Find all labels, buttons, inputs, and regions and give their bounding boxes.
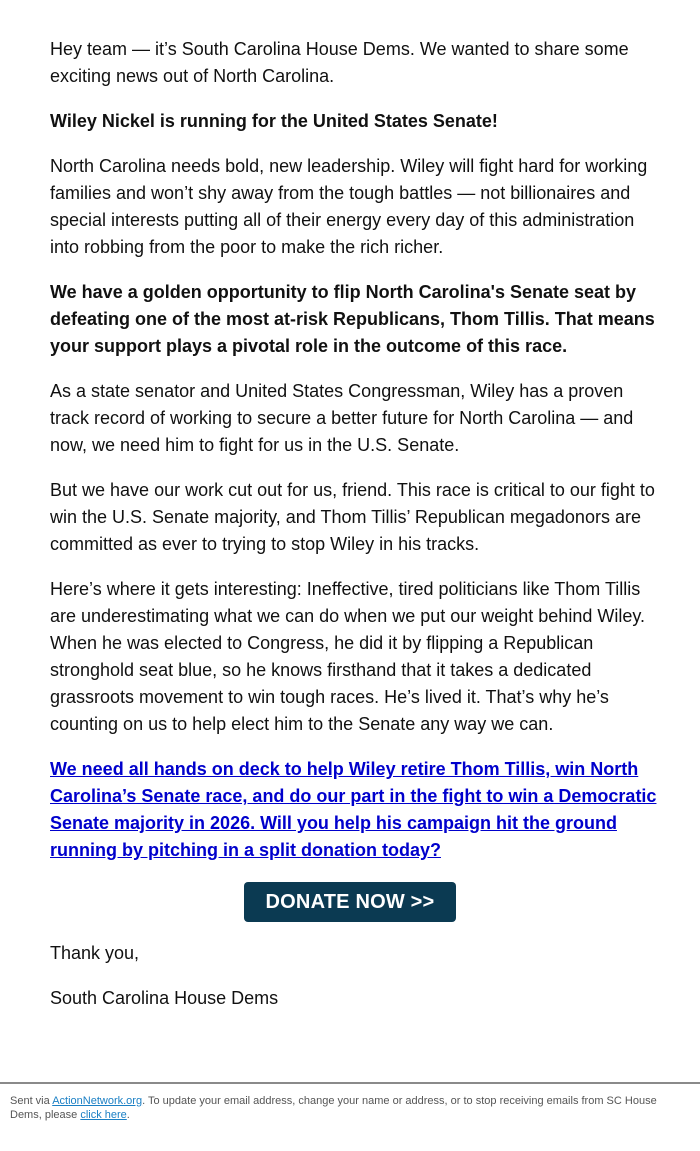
ask-paragraph: [50, 756, 660, 864]
closing-text: Thank you,: [50, 943, 140, 963]
footer-text: [10, 1094, 670, 1122]
work-cut-out-paragraph: But we have our work cut out for us, friend. This race is critical to our fight to win the U.S. Senate majority, and Thom Tillis’ Republican megadonors are committed as ever to trying to stop Wiley in his tracks.: [50, 480, 655, 554]
action-network-link[interactable]: ActionNetwork.org: [52, 1095, 143, 1107]
donate-button-container: [50, 882, 650, 922]
email-body: [50, 36, 660, 1030]
opportunity-paragraph: We have a golden opportunity to flip North Carolina's Senate seat by defeating one of the most at-risk Republicans, Thom Tillis. That means your support plays a pivotal role in the outcome of this race.: [50, 282, 655, 356]
email-footer: [0, 1082, 700, 1122]
leadership-paragraph: North Carolina needs bold, new leadership. Wiley will fight hard for working families and won’t shy away from the tough battles — not billionaires and special interests putting all of their energy every day of this administration into robbing from the poor to make the rich richer.: [50, 156, 648, 257]
donate-now-button[interactable]: DONATE NOW >>: [244, 882, 457, 922]
track-record-paragraph: As a state senator and United States Congressman, Wiley has a proven track record of working to secure a better future for North Carolina — and now, we need him to fight for us in the U.S. Senate.: [50, 381, 634, 455]
signature-text: South Carolina House Dems: [50, 988, 279, 1008]
greeting-paragraph: Hey team — it’s South Carolina House Dems. We wanted to share some exciting news out of North Carolina.: [50, 39, 629, 86]
unsubscribe-link[interactable]: click here: [80, 1109, 127, 1121]
donation-ask-link[interactable]: We need all hands on deck to help Wiley retire Thom Tillis, win North Carolina’s Senate race, and do our part in the fight to win a Democratic Senate majority in 2026. Will you help his campaign hit the ground running by pitching in a split donation today?: [50, 759, 657, 860]
footer-update-text: . To update your email address, change your name or address, or to stop receiving emails from SC House Dems, please: [10, 1095, 657, 1121]
footer-period: .: [126, 1109, 130, 1121]
footer-sent-via: Sent via: [10, 1095, 53, 1107]
interesting-paragraph: Here’s where it gets interesting: Ineffective, tired politicians like Thom Tillis are underestimating what we can do when we put our weight behind Wiley. When he was elected to Congress, he did it by flipping a Republican stronghold seat blue, so he knows firsthand that it takes a dedicated grassroots movement to win tough races. He’s lived it. That’s why he’s counting on us to help elect him to the Senate any way we can.: [50, 579, 646, 734]
headline-paragraph: Wiley Nickel is running for the United States Senate!: [50, 111, 498, 131]
